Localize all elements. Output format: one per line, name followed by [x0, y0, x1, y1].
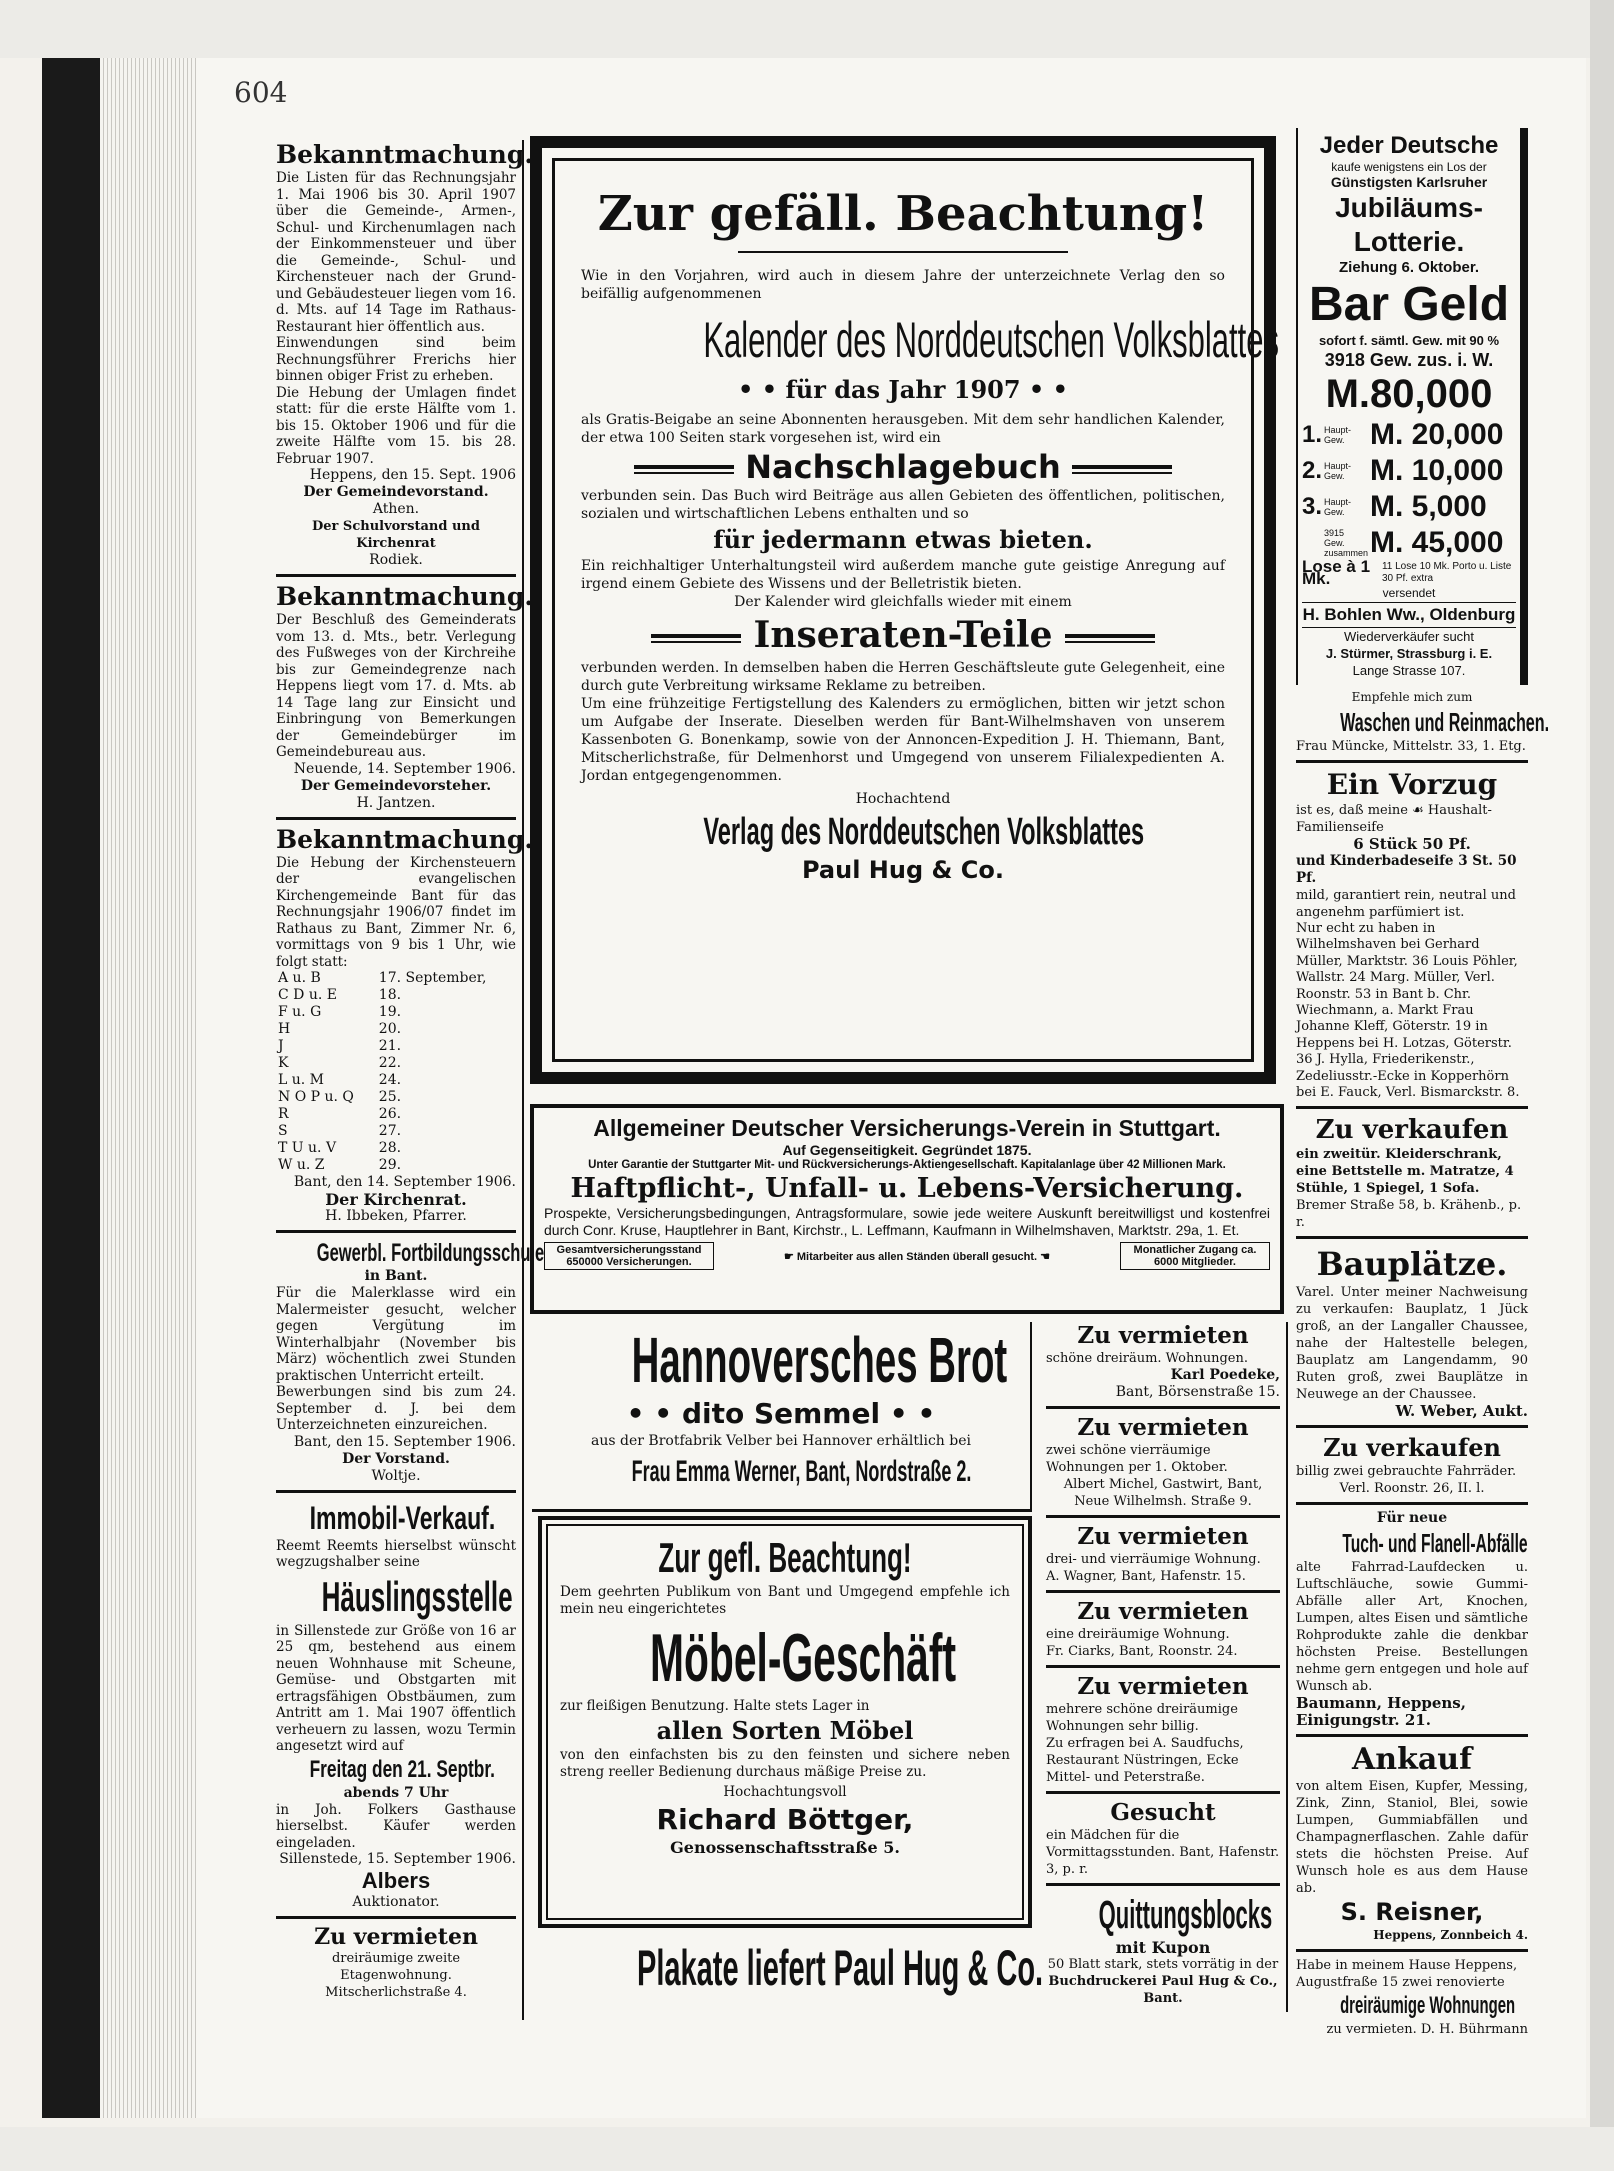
ad-address: Bremer Straße 58, b. Krähenb., p. r.	[1296, 1198, 1522, 1231]
ad-title: Zu vermieten	[1077, 1673, 1249, 1700]
ornament	[651, 634, 741, 643]
ad-title: Ein Vorzug	[1326, 768, 1498, 801]
notice-body: Einwendungen sind beim Rechnungsführer Frerichs hier binnen obiger Frist zu erheben.	[276, 335, 516, 384]
ad-versicherung-body: Prospekte, Versicherungsbedingungen, Antragsformulare, sowie jede weitere Auskunft bereitwilligst und kostenfrei durch Conr. Kruse, Hauptlehrer in Bant, Kirchstr., L. Leffmann, Kaufmann in Wilhelmshaven, Marktstr. 29a, 1. Et.	[544, 1205, 1270, 1238]
ad-address: Heppens, Zonnbeich 4.	[1373, 1928, 1528, 1943]
ad-address: Frau Müncke, Mittelstr. 33, 1. Etg.	[1296, 739, 1526, 754]
schedule-day: 29.	[378, 1157, 402, 1173]
ad-moebel-headline: Möbel-Geschäft	[650, 1620, 957, 1696]
divider	[1296, 1106, 1528, 1109]
ad-body: schöne dreiräum. Wohnungen.	[1046, 1351, 1248, 1366]
ad-moebel-name: Richard Böttger,	[656, 1803, 914, 1836]
lotterie-line: 3918 Gew. zus. i. W.	[1324, 350, 1494, 370]
divider	[1046, 1515, 1280, 1518]
ad-signature: Buchdruckerei Paul Hug & Co., Bant.	[1048, 1974, 1278, 2006]
ad-brot-sub: • • dito Semmel • •	[626, 1397, 936, 1430]
notice-title: Bekanntmachung.	[276, 140, 534, 169]
ad-kalender-highlight: für jedermann etwas bieten.	[713, 525, 1093, 554]
lotterie-line: Günstigsten Karlsruher	[1330, 174, 1488, 190]
ad-moebel-body: von den einfachsten bis zu den feinsten und sichere neben streng reeller Bedienung durchaus mäßige Preise zu.	[560, 1747, 1010, 1780]
ad-address: Verl. Roonstr. 26, II. l.	[1339, 1481, 1485, 1497]
divider	[276, 1916, 516, 1919]
ad-moebel-frame	[538, 1516, 1032, 1928]
ad-signature: W. Weber, Aukt.	[1395, 1402, 1528, 1421]
schedule-day: 21.	[378, 1038, 402, 1054]
prize-amount: M. 45,000	[1370, 526, 1504, 559]
schedule-day: 17. September,	[378, 970, 487, 986]
inseraten-text: Inseraten-Teile	[753, 614, 1053, 656]
ad-kalender-body: Ein reichhaltiger Unterhaltungsteil wird außerdem manche gute geistige Anregung auf irgend einem Gebiete des Wissens und der Belletristik bieten.	[581, 558, 1225, 592]
ad-kalender-name: Kalender des Norddeutschen Volksblattes	[703, 312, 1279, 368]
ad-moebel-title: Zur gefl. Beachtung!	[658, 1534, 912, 1581]
ad-brot-body: aus der Brotfabrik Velber bei Hannover erhältlich bei	[591, 1433, 971, 1449]
ad-brot-shop: Frau Emma Werner, Bant, Nordstraße 2.	[631, 1455, 972, 1488]
ad-date-headline: Freitag den 21. Septbr.	[309, 1755, 495, 1783]
schedule-letters: A u. B	[278, 970, 321, 986]
prize-rank: 1.	[1302, 421, 1323, 448]
ad-title: Zu vermieten	[1077, 1523, 1249, 1550]
schedule-letters: J	[278, 1038, 284, 1054]
ad-kalender-body: verbunden sein. Das Buch wird Beiträge aus allen Gebieten des öffentlichen, politischen, sozialen und wirtschaftlichen Lebens enthalten und so	[581, 488, 1225, 522]
ad-title: Tuch- und Flanell-Abfälle	[1342, 1528, 1528, 1559]
ad-body: alte Fahrrad-Laufdecken u. Luftschläuche, sowie Gummi-Abfälle aller Art, Knochen, Lumpen, altes Eisen und sämtliche Rohprodukte zahle die denkbar höchsten Preise. Bestellungen nehme gern entgegen und hole auf Wunsch ab.	[1296, 1560, 1528, 1695]
ornament	[1065, 634, 1155, 643]
ad-moebel-closing: Hochachtungsvoll	[723, 1784, 847, 1800]
schedule-row	[276, 1123, 516, 1140]
prize-amount: M. 10,000	[1370, 454, 1504, 487]
lotterie-title: Jubiläums-Lotterie.	[1335, 192, 1483, 257]
lotterie-prize-row	[1302, 525, 1516, 561]
schedule-row	[276, 1004, 516, 1021]
ad-versicherung	[530, 1104, 1284, 1314]
lotterie-vendor: H. Bohlen Ww., Oldenburg	[1302, 602, 1516, 628]
ad-title: Bauplätze.	[1316, 1245, 1508, 1284]
divider	[1046, 1590, 1280, 1593]
ad-title: Gesucht	[1110, 1799, 1216, 1826]
year-text: für das Jahr 1907	[785, 375, 1021, 404]
schedule-day: 26.	[378, 1106, 402, 1122]
ad-kalender-body: Um eine frühzeitige Fertigstellung des Kalenders zu ermöglichen, bitten wir jetzt schon um Aufgabe der Inserate. Dieselben werden für Bant-Wilhelmshaven von unserem Kassenboten G. Bonenkamp, sowie von der Annoncen-Expedition J. H. Thiemann, Bant, Mitscherlichstraße, für Delmenhorst und Umgegend von unserem Filialexpedienten A. Jordan entgegengenommen.	[581, 696, 1225, 784]
notice-subtitle: in Bant.	[364, 1268, 428, 1284]
ad-subtitle: mit Kupon	[1115, 1938, 1211, 1957]
divider	[276, 1230, 516, 1233]
divider	[1046, 1665, 1280, 1668]
notice-title: Gewerbl. Fortbildungsschule	[316, 1239, 545, 1267]
divider	[1296, 1502, 1528, 1505]
ad-plakate-text: Plakate liefert Paul Hug & Co.	[637, 1940, 1044, 1996]
schedule-day: 20.	[378, 1021, 402, 1037]
ad-body: 50 Blatt stark, stets vorrätig in der	[1047, 1957, 1279, 1972]
notice-date: Bant, den 14. September 1906.	[293, 1174, 516, 1190]
prize-rank: 2.	[1302, 457, 1323, 484]
ad-bauplaetze	[1296, 1244, 1528, 1420]
ad-title: Zu verkaufen	[1315, 1115, 1509, 1146]
ad-kalender-closing: Hochachtend	[855, 791, 951, 807]
schedule-row	[276, 1089, 516, 1106]
lose-detail: 11 Lose 10 Mk. Porto u. Liste 30 Pf. extra	[1381, 561, 1512, 584]
notice-signature: Der Gemeindevorsteher.	[300, 777, 492, 794]
notice-title: Bekanntmachung.	[276, 582, 534, 611]
ad-versicherung-mitarbeiter: ☛ Mitarbeiter aus allen Ständen überall gesucht. ☚	[783, 1250, 1051, 1263]
divider	[1046, 1406, 1280, 1409]
notice-signature: Der Gemeindevorstand.	[303, 484, 489, 500]
prize-amount: M. 5,000	[1370, 490, 1487, 523]
schedule-row	[276, 1055, 516, 1072]
ad-body: drei- und vierräumige Wohnung.	[1046, 1552, 1261, 1567]
schedule-day: 27.	[378, 1123, 402, 1139]
prize-label: 3915 Gew. zusammen	[1324, 528, 1369, 558]
lotterie-prize-list	[1302, 417, 1516, 561]
ad-kalender-title: Zur gefäll. Beachtung!	[597, 186, 1209, 242]
divider	[276, 574, 516, 577]
lotterie-price-row	[1302, 557, 1516, 588]
ad-signature: Albers	[361, 1868, 431, 1893]
semmel-text: dito Semmel	[681, 1397, 881, 1430]
schedule-row	[276, 987, 516, 1004]
ad-versicherung-zugang: Monatlicher Zugang ca. 6000 Mitglieder.	[1120, 1242, 1270, 1270]
ad-versicherung-footer	[544, 1242, 1270, 1270]
lotterie-line: Ziehung 6. Oktober.	[1338, 259, 1480, 276]
ad-title: Zu vermieten	[1077, 1414, 1249, 1441]
ad-immobil-verkauf	[276, 1498, 516, 1912]
schedule-day: 25.	[378, 1089, 402, 1105]
ad-title: Immobil-Verkauf.	[309, 1499, 496, 1536]
ad-kalender-frame	[530, 136, 1279, 1084]
ad-title: Zu verkaufen	[1323, 1433, 1501, 1463]
schedule-day: 18.	[378, 987, 402, 1003]
lotterie-prize-row	[1302, 417, 1516, 453]
lotterie-prize-row	[1302, 453, 1516, 489]
prize-amount: M. 20,000	[1370, 418, 1504, 451]
divider	[276, 1490, 516, 1493]
notice-body: Der Beschluß des Gemeinderats vom 13. d. Mts., betr. Verlegung des Fußweges von der Kirchreihe bis zur Gemeindegrenze nach Heppens liegt vom 17. d. Mts. ab 14 Tage lang zur Einsicht und Einbringung von Bemerkungen der Gemeindebürger im Gemeindebureau aus.	[276, 612, 516, 760]
divider	[1296, 760, 1528, 763]
schedule-letters: K	[278, 1055, 289, 1071]
schedule-day: 22.	[378, 1055, 402, 1071]
ad-price: und Kinderbadeseife 3 St. 50 Pf.	[1296, 853, 1517, 886]
ad-versicherung-subtitle: Auf Gegenseitigkeit. Gegründet 1875.	[782, 1142, 1032, 1158]
ad-kalender-publisher: Verlag des Norddeutschen Volksblattes	[703, 811, 1145, 853]
divider	[1296, 1425, 1528, 1428]
divider	[1296, 1236, 1528, 1239]
lotterie-line: versendet	[1382, 586, 1436, 600]
page-number: 604	[234, 76, 288, 109]
ad-moebel-allen: allen Sorten Möbel	[656, 1716, 914, 1745]
schedule-letters: W u. Z	[278, 1157, 325, 1173]
notice-signature-name: H. Ibbeken, Pfarrer.	[325, 1208, 467, 1224]
notice-date: Heppens, den 15. Sept. 1906	[309, 467, 516, 483]
ad-signature: Baumann, Heppens, Einigungstr. 21.	[1296, 1694, 1466, 1730]
lotterie-total: M.80,000	[1325, 372, 1493, 416]
ad-body: Nur echt zu haben in Wilhelmshaven bei Gerhard Müller, Marktstr. 36 Louis Pöhler, Wallstr. 24 Marg. Müller, Verl. Roonstr. 53 in Bant b. Chr. Wiechmann, a. Markt Frau Johanne Kleff, Göterstr. 19 in Heppens bei H. Lotzas, Göterstr. 36 J. Hylla, Friederikenstr., Zedeliusstr.-Ecke in Kopperhörn bei E. Fauck, Verl. Bismarckstr. 8.	[1296, 921, 1520, 1101]
schedule-letters: C D u. E	[278, 987, 337, 1003]
schedule-row	[276, 1157, 516, 1174]
ad-kalender-nachschlagebuch	[581, 447, 1225, 487]
ad-title: Waschen und Reinmachen.	[1340, 707, 1550, 737]
lotterie-line: sofort f. sämtl. Gew. mit 90 %	[1318, 333, 1500, 348]
divider	[1046, 1791, 1280, 1794]
notice-body: Die Listen für das Rechnungsjahr 1. Mai 1906 bis 30. April 1907 über die Gemeinde-, Armen-, Schul- und Kirchenumlagen nach der Einkommensteuer und über die Gemeinde-, Schul- und Kirchensteuer nach der Grund- und Gebäudesteuer liegen vom 16. d. Mts. auf 14 Tage im Rathaus-Restaurant hier öffentlich aus.	[276, 170, 516, 335]
ad-signature: A. Wagner, Bant, Hafenstr. 15.	[1046, 1569, 1246, 1584]
ad-signature: Karl Poedeke,	[1170, 1367, 1280, 1383]
ad-body: von altem Eisen, Kupfer, Messing, Zink, Zinn, Staniol, Blei, sowie Lumpen, Gummiabfällen und Champagnerflaschen. Zahle dafür stets die höchsten Preise. Auf Wunsch hole es aus dem Hause ab.	[1296, 1779, 1528, 1897]
ad-body: Empfehle mich zum	[1351, 690, 1473, 704]
lotterie-line: kaufe wenigstens ein Los der	[1331, 160, 1487, 174]
notice-signature: Der Kirchenrat.	[325, 1190, 467, 1209]
notice-signature-name: H. Jantzen.	[356, 794, 436, 811]
ad-zu-verkaufen	[1296, 1114, 1528, 1231]
notice-date: Neuende, 14. September 1906.	[293, 760, 516, 777]
schedule-letters: T U u. V	[278, 1140, 337, 1156]
notice-signature: Der Schulvorstand und Kirchenrat	[312, 519, 480, 551]
divider	[276, 817, 516, 820]
ad-body: Für neue	[1376, 1510, 1448, 1527]
lose-price: Lose à 1 Mk.	[1302, 557, 1371, 588]
ad-body: ein zweitür. Kleiderschrank, eine Bettstelle m. Matratze, 4 Stühle, 1 Spiegel, 1 Sofa.	[1296, 1147, 1514, 1197]
schedule-row	[276, 1106, 516, 1123]
ad-hannoversches-brot	[532, 1322, 1032, 1512]
notice-fortbildungsschule	[276, 1238, 545, 1485]
ad-title: Zu vermieten	[1077, 1598, 1249, 1625]
ad-body: Habe in meinem Hause Heppens, Augustfraße 15 zwei renovierte	[1296, 1958, 1518, 1991]
prize-rank: 3.	[1302, 493, 1323, 520]
notice-title: Bekanntmachung.	[276, 824, 534, 854]
ad-date: Sillenstede, 15. September 1906.	[279, 1851, 516, 1867]
ad-versicherung-title: Allgemeiner Deutscher Versicherungs-Verein in Stuttgart.	[593, 1115, 1221, 1141]
ad-body: dreiräumige zweite Etagenwohnung. Mitscherlichstraße 4.	[325, 1951, 467, 2000]
ad-kalender-company: Paul Hug & Co.	[801, 856, 1005, 884]
ad-body: mild, garantiert rein, neutral und angenehm parfümiert ist.	[1296, 888, 1516, 920]
ad-headline: Häuslingsstelle	[321, 1572, 513, 1620]
ad-moebel-intro: Dem geehrten Publikum von Bant und Umgegend empfehle ich mein neu eingerichtetes	[560, 1584, 1010, 1617]
volume-binding	[42, 58, 100, 2118]
divider	[738, 251, 1068, 253]
ad-moebel-inner	[546, 1524, 1024, 1920]
ad-body: mehrere schöne dreiräumige Wohnungen sehr billig.	[1046, 1702, 1238, 1734]
ad-body: ein Mädchen für die Vormittagsstunden. Bant, Hafenstr. 3, p. r.	[1046, 1828, 1280, 1877]
lotterie-line: J. Stürmer, Strassburg i. E.	[1325, 646, 1493, 661]
ad-address: Bant, Börsenstraße 15.	[1115, 1384, 1280, 1400]
schedule-day: 19.	[378, 1004, 402, 1020]
schedule-row	[276, 1140, 516, 1157]
ad-moebel-address: Genossenschaftsstraße 5.	[670, 1838, 900, 1857]
ad-kalender-inner	[552, 158, 1279, 1062]
ad-kalender-body: als Gratis-Beigabe an seine Abonnenten herausgeben. Mit dem sehr handlichen Kalender, der etwa 100 Seiten stark vorgesehen ist, wird ein	[581, 412, 1225, 446]
ad-kalender-intro: Wie in den Vorjahren, wird auch in diesem Jahre der unterzeichnete Verlag den so beifällig aufgenommenen	[581, 268, 1225, 302]
lotterie-line: Lange Strasse 107.	[1352, 663, 1466, 678]
lotterie-line: Jeder Deutsche	[1319, 132, 1499, 159]
schedule-row	[276, 970, 516, 987]
mitarbeiter-text: Mitarbeiter aus allen Ständen überall gesucht.	[796, 1250, 1038, 1263]
page-stack-edge	[100, 58, 196, 2118]
ad-signature: Albert Michel, Gastwirt, Bant, Neue Wilhelmsh. Straße 9.	[1063, 1477, 1263, 1509]
ad-signature: Fr. Ciarks, Bant, Roonstr. 24.	[1046, 1644, 1238, 1659]
schedule-row	[276, 1021, 516, 1038]
prize-label: Haupt-Gew.	[1324, 497, 1352, 517]
divider	[1296, 1949, 1528, 1952]
ad-kalender-body: verbunden werden. In demselben haben die Herren Geschäftsleute gute Gelegenheit, eine durch gute Verbreitung wirksame Reklame zu betreiben.	[581, 660, 1225, 694]
schedule-row	[276, 1038, 516, 1055]
scan-frame-bottom	[0, 2127, 1614, 2171]
scan-frame-top	[0, 0, 1614, 58]
ad-title: Zu vermieten	[1077, 1322, 1249, 1349]
ad-versicherung-headline: Haftpflicht-, Unfall- u. Lebens-Versicherung.	[570, 1173, 1244, 1204]
notice-body: Bewerbungen sind bis zum 24. September d. J. bei dem Unterzeichneten einzureichen.	[276, 1384, 516, 1433]
ad-body: in Sillenstede zur Größe von 16 ar 25 qm, bestehend aus einem neuen Wohnhause mit Scheune, Gemüse- und Obstgarten mit ertragsfähigen Obstbäumen, zum Antritt am 1. Mai 1907 öffentlich verheuern zu lassen, wozu Termin angesetzt wird auf	[276, 1622, 516, 1754]
ad-versicherung-garantie: Unter Garantie der Stuttgarter Mit- und Rückversicherungs-Aktiengesellschaft. Kapitalanlage über 42 Millionen Mark.	[588, 1159, 1226, 1171]
notice-kirchensteuer	[276, 824, 534, 1226]
ad-versicherung-stand: Gesamtversicherungsstand 650000 Versicherungen.	[544, 1242, 714, 1270]
ad-plakate	[532, 1938, 1044, 2004]
lotterie-bargeld: Bar Geld	[1308, 278, 1510, 331]
ad-vorzug	[1296, 768, 1528, 1101]
ad-zu-verkaufen-fahrraeder	[1296, 1433, 1528, 1497]
ad-kalender-year: • • für das Jahr 1907 • •	[738, 375, 1068, 404]
small-ads-column	[1040, 1322, 1288, 2012]
divider	[1296, 1734, 1528, 1737]
ad-body: Varel. Unter meiner Nachweisung zu verkaufen: Bauplatz, 1 Jück groß, an der Langaller Chaussee, nahe der Haltestelle belegen, Bauplatz am Langendamm, 90 Ruten groß, zwei Bauplätze in Neuwege an der Chaussee.	[1296, 1285, 1528, 1403]
ornament	[634, 465, 734, 474]
ad-ankauf	[1296, 1742, 1528, 1944]
ad-wohnungen	[1296, 1957, 1528, 2038]
schedule-letters: F u. G	[278, 1004, 322, 1020]
nachschlag-text: Nachschlagebuch	[745, 448, 1061, 486]
ad-signature: S. Reisner,	[1340, 1898, 1484, 1927]
schedule-letters: R	[278, 1106, 289, 1122]
notice-body: Die Hebung der Kirchensteuern der evangelischen Kirchengemeinde Bant für das Rechnungsjahr 1906/07 findet im Rathaus zu Bant, Zimmer Nr. 6, vormittags von 9 bis 1 Uhr, wie folgt statt:	[276, 854, 516, 970]
notice-date: Bant, den 15. September 1906.	[293, 1433, 516, 1450]
ad-title: Quittungsblocks	[1098, 1893, 1273, 1937]
scan-frame-right	[1590, 0, 1614, 2171]
ad-kalender-body: Der Kalender wird gleichfalls wieder mit einem	[734, 594, 1072, 610]
ad-time: abends 7 Uhr	[343, 1784, 449, 1801]
schedule-letters: L u. M	[278, 1072, 324, 1088]
ad-title: Zu vermieten	[314, 1924, 478, 1950]
lotterie-prize-row	[1302, 489, 1516, 525]
notice-signature-name: Athen.	[372, 501, 420, 517]
notice-body: Für die Malerklasse wird ein Malermeister gesucht, welcher gegen Vergütung im Winterhalbjahr (November bis März) wöchentlich zwei Stunden praktischen Unterricht erteilt.	[276, 1285, 516, 1384]
right-column	[1290, 128, 1550, 2038]
prize-label: Haupt-Gew.	[1324, 425, 1352, 445]
ad-body: billig zwei gebrauchte Fahrräder.	[1296, 1464, 1517, 1480]
ad-title: Ankauf	[1351, 1742, 1473, 1778]
ad-body: zwei schöne vierräumige Wohnungen per 1. Oktober.	[1046, 1443, 1228, 1475]
notice-signature: Der Vorstand.	[342, 1450, 450, 1467]
tax-schedule-table	[276, 970, 516, 1174]
ad-body: ist es, daß meine ☙ Haushalt-Familienseife	[1296, 803, 1492, 835]
ad-brot-title: Hannoversches Brot	[631, 1324, 1008, 1396]
ornament	[1072, 465, 1172, 474]
schedule-row	[276, 1072, 516, 1089]
schedule-day: 28.	[378, 1140, 402, 1156]
ad-title: dreiräumige Wohnungen	[1340, 1992, 1516, 2020]
ad-waschen	[1296, 689, 1550, 755]
prize-label: Haupt-Gew.	[1324, 461, 1352, 481]
notice-signature-name: Woltje.	[371, 1467, 421, 1484]
divider	[1046, 1883, 1280, 1886]
ad-signature: zu vermieten. D. H. Bührmann	[1326, 2022, 1528, 2038]
ad-body: Reemt Reemts hierselbst wünscht wegzugshalber seine	[276, 1537, 516, 1570]
notice-umlagen	[276, 140, 534, 569]
ad-price: 6 Stück 50 Pf.	[1353, 835, 1471, 853]
ad-lotterie	[1296, 128, 1528, 685]
ad-tuch-abfaelle	[1296, 1510, 1528, 1729]
notice-signature-name: Rodiek.	[369, 552, 423, 568]
ad-signature-role: Auktionator.	[352, 1894, 440, 1910]
schedule-day: 24.	[378, 1072, 402, 1088]
schedule-letters: S	[278, 1123, 288, 1139]
ad-body: eine dreiräumige Wohnung.	[1046, 1627, 1230, 1642]
notice-fussweg	[276, 582, 534, 812]
schedule-letters: N O P u. Q	[278, 1089, 354, 1105]
notice-body: Die Hebung der Umlagen findet statt: für die erste Hälfte vom 1. bis 15. Oktober 1906 und für die zweite Hälfte vom 15. bis 28. Februar 1907.	[276, 384, 516, 467]
schedule-letters: H	[278, 1021, 291, 1037]
ad-moebel-body: zur fleißigen Benutzung. Halte stets Lager in	[560, 1698, 870, 1714]
ad-kalender-inseraten	[581, 611, 1225, 659]
left-column	[276, 140, 545, 2020]
ad-body: Zu erfragen bei A. Saudfuchs, Restaurant Nüstringen, Ecke Mittel- und Peterstraße.	[1046, 1736, 1244, 1785]
lotterie-line: Wiederverkäufer sucht	[1343, 629, 1475, 644]
ad-body: in Joh. Folkers Gasthause hierselbst. Käufer werden eingeladen.	[276, 1801, 516, 1851]
ad-zu-vermieten	[276, 1924, 516, 2001]
